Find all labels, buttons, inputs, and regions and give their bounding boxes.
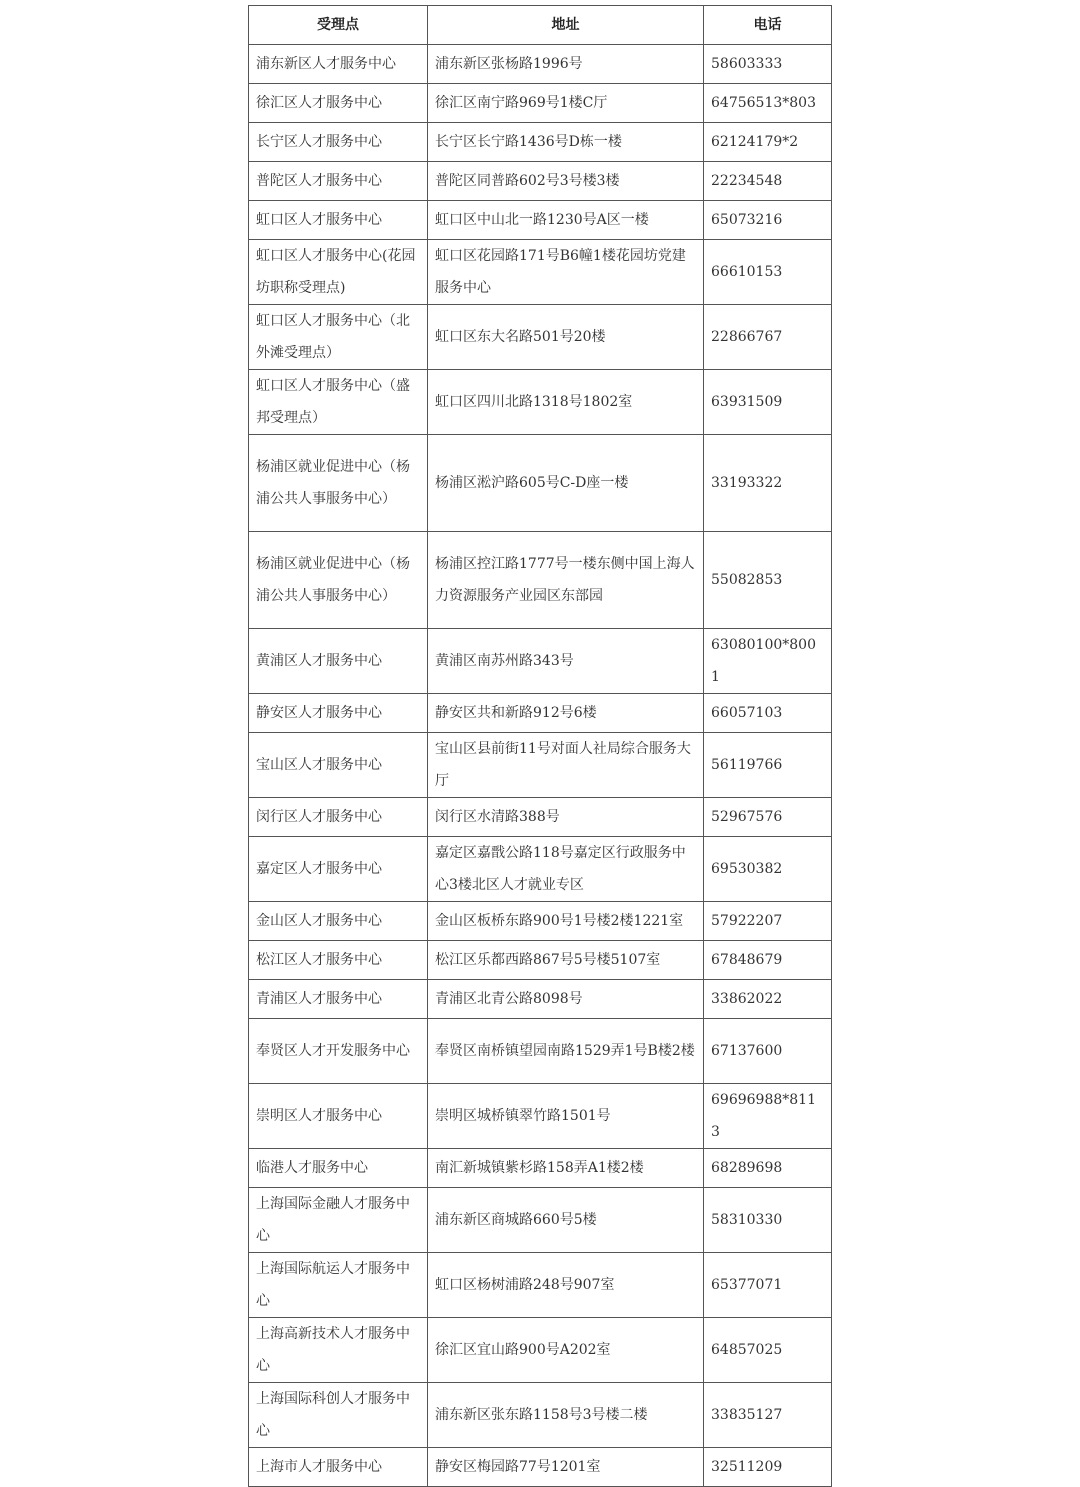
table-row <box>249 1383 832 1448</box>
office-cell: 虹口区人才服务中心（北外滩受理点） <box>249 305 428 370</box>
address-cell: 虹口区杨树浦路248号907室 <box>428 1253 704 1318</box>
address-cell: 普陀区同普路602号3号楼3楼 <box>428 162 704 201</box>
phone-cell: 58310330 <box>704 1188 832 1253</box>
table-row <box>249 1253 832 1318</box>
office-cell: 宝山区人才服务中心 <box>249 733 428 798</box>
table-row <box>249 1084 832 1149</box>
office-cell: 虹口区人才服务中心（盛邦受理点） <box>249 370 428 435</box>
table-row <box>249 733 832 798</box>
phone-cell: 56119766 <box>704 733 832 798</box>
address-cell: 奉贤区南桥镇望园南路1529弄1号B楼2楼 <box>428 1019 704 1084</box>
phone-cell: 55082853 <box>704 532 832 629</box>
table-row <box>249 84 832 123</box>
office-cell: 虹口区人才服务中心(花园坊职称受理点) <box>249 240 428 305</box>
phone-cell: 69696988*8113 <box>704 1084 832 1149</box>
office-cell: 长宁区人才服务中心 <box>249 123 428 162</box>
address-cell: 徐汇区南宁路969号1楼C厅 <box>428 84 704 123</box>
address-cell: 杨浦区控江路1777号一楼东侧中国上海人力资源服务产业园区东部园 <box>428 532 704 629</box>
office-cell: 闵行区人才服务中心 <box>249 798 428 837</box>
table-row <box>249 798 832 837</box>
table-row <box>249 305 832 370</box>
address-cell: 金山区板桥东路900号1号楼2楼1221室 <box>428 902 704 941</box>
phone-cell: 33862022 <box>704 980 832 1019</box>
phone-cell: 66610153 <box>704 240 832 305</box>
address-cell: 虹口区东大名路501号20楼 <box>428 305 704 370</box>
office-cell: 徐汇区人才服务中心 <box>249 84 428 123</box>
table-row <box>249 941 832 980</box>
table-row <box>249 532 832 629</box>
phone-cell: 52967576 <box>704 798 832 837</box>
header-phone: 电话 <box>704 6 832 45</box>
table-row <box>249 240 832 305</box>
office-cell: 上海高新技术人才服务中心 <box>249 1318 428 1383</box>
phone-cell: 64857025 <box>704 1318 832 1383</box>
table-row <box>249 162 832 201</box>
address-cell: 静安区梅园路77号1201室 <box>428 1448 704 1487</box>
header-address: 地址 <box>428 6 704 45</box>
phone-cell: 67137600 <box>704 1019 832 1084</box>
address-cell: 黄浦区南苏州路343号 <box>428 629 704 694</box>
phone-cell: 22866767 <box>704 305 832 370</box>
table-row <box>249 980 832 1019</box>
phone-cell: 65377071 <box>704 1253 832 1318</box>
address-cell: 杨浦区淞沪路605号C-D座一楼 <box>428 435 704 532</box>
phone-cell: 64756513*803 <box>704 84 832 123</box>
table-row <box>249 1019 832 1084</box>
address-cell: 南汇新城镇紫杉路158弄A1楼2楼 <box>428 1149 704 1188</box>
table-row <box>249 123 832 162</box>
phone-cell: 57922207 <box>704 902 832 941</box>
table-row <box>249 1149 832 1188</box>
office-cell: 上海国际金融人才服务中心 <box>249 1188 428 1253</box>
phone-cell: 58603333 <box>704 45 832 84</box>
office-cell: 杨浦区就业促进中心（杨浦公共人事服务中心） <box>249 435 428 532</box>
address-cell: 浦东新区张东路1158号3号楼二楼 <box>428 1383 704 1448</box>
office-cell: 临港人才服务中心 <box>249 1149 428 1188</box>
office-cell: 黄浦区人才服务中心 <box>249 629 428 694</box>
address-cell: 松江区乐都西路867号5号楼5107室 <box>428 941 704 980</box>
office-cell: 普陀区人才服务中心 <box>249 162 428 201</box>
table-row <box>249 1448 832 1487</box>
table-row <box>249 435 832 532</box>
service-office-table <box>248 5 832 1487</box>
phone-cell: 63080100*8001 <box>704 629 832 694</box>
table-row <box>249 201 832 240</box>
phone-cell: 63931509 <box>704 370 832 435</box>
phone-cell: 65073216 <box>704 201 832 240</box>
office-cell: 崇明区人才服务中心 <box>249 1084 428 1149</box>
office-cell: 上海国际航运人才服务中心 <box>249 1253 428 1318</box>
phone-cell: 67848679 <box>704 941 832 980</box>
address-cell: 虹口区中山北一路1230号A区一楼 <box>428 201 704 240</box>
address-cell: 静安区共和新路912号6楼 <box>428 694 704 733</box>
phone-cell: 33193322 <box>704 435 832 532</box>
phone-cell: 22234548 <box>704 162 832 201</box>
table-row <box>249 1318 832 1383</box>
phone-cell: 62124179*2 <box>704 123 832 162</box>
address-cell: 长宁区长宁路1436号D栋一楼 <box>428 123 704 162</box>
address-cell: 徐汇区宜山路900号A202室 <box>428 1318 704 1383</box>
table-row <box>249 1188 832 1253</box>
office-cell: 松江区人才服务中心 <box>249 941 428 980</box>
address-cell: 崇明区城桥镇翠竹路1501号 <box>428 1084 704 1149</box>
office-cell: 浦东新区人才服务中心 <box>249 45 428 84</box>
office-cell: 青浦区人才服务中心 <box>249 980 428 1019</box>
address-cell: 浦东新区商城路660号5楼 <box>428 1188 704 1253</box>
address-cell: 闵行区水清路388号 <box>428 798 704 837</box>
table-row <box>249 694 832 733</box>
office-cell: 金山区人才服务中心 <box>249 902 428 941</box>
address-cell: 宝山区县前街11号对面人社局综合服务大厅 <box>428 733 704 798</box>
office-cell: 上海市人才服务中心 <box>249 1448 428 1487</box>
table-row <box>249 629 832 694</box>
table-header-row <box>249 6 832 45</box>
office-cell: 静安区人才服务中心 <box>249 694 428 733</box>
table-row <box>249 837 832 902</box>
header-office: 受理点 <box>249 6 428 45</box>
address-cell: 虹口区四川北路1318号1802室 <box>428 370 704 435</box>
phone-cell: 33835127 <box>704 1383 832 1448</box>
phone-cell: 69530382 <box>704 837 832 902</box>
phone-cell: 32511209 <box>704 1448 832 1487</box>
address-cell: 青浦区北青公路8098号 <box>428 980 704 1019</box>
address-cell: 虹口区花园路171号B6幢1楼花园坊党建服务中心 <box>428 240 704 305</box>
office-cell: 奉贤区人才开发服务中心 <box>249 1019 428 1084</box>
phone-cell: 66057103 <box>704 694 832 733</box>
office-cell: 嘉定区人才服务中心 <box>249 837 428 902</box>
office-cell: 上海国际科创人才服务中心 <box>249 1383 428 1448</box>
table-row <box>249 45 832 84</box>
office-cell: 杨浦区就业促进中心（杨浦公共人事服务中心） <box>249 532 428 629</box>
address-cell: 嘉定区嘉戬公路118号嘉定区行政服务中心3楼北区人才就业专区 <box>428 837 704 902</box>
office-cell: 虹口区人才服务中心 <box>249 201 428 240</box>
table-row <box>249 370 832 435</box>
table-row <box>249 902 832 941</box>
address-cell: 浦东新区张杨路1996号 <box>428 45 704 84</box>
phone-cell: 68289698 <box>704 1149 832 1188</box>
